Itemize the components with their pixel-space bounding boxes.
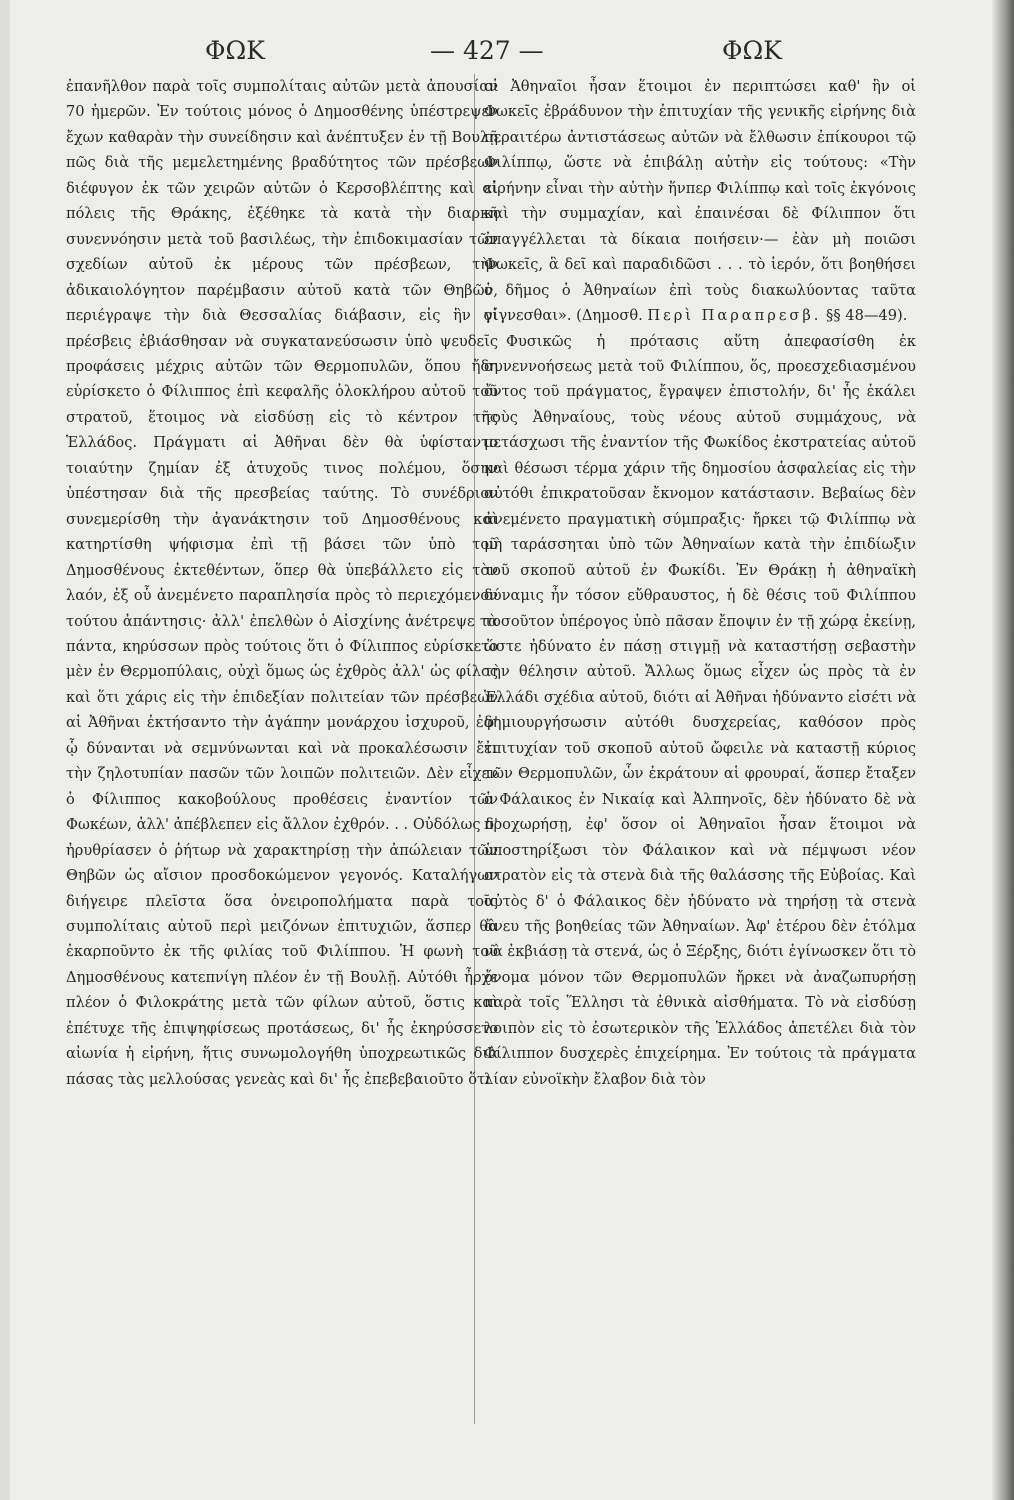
book-spine-shadow: [992, 0, 1014, 1500]
right-column: [484, 74, 916, 1092]
quote-text: οἱ Ἀθηναῖοι ἦσαν ἕτοιμοι ἐν περιπτώσει καθ' ἣν οἱ Φωκεῖς ἐβράδυνον τὴν ἐπιτυχίαν τῆς γενικῆς εἰρήνης διὰ περαιτέρω ἀντιστάσεως αὐτῶν νὰ ἔλθωσιν ἐπίκουροι τῷ Φιλίππῳ, ὥστε νὰ ἐπιβάλῃ αὐτὴν εἰς τούτους: «Τὴν εἰρήνην εἶναι τὴν αὐτὴν ἥνπερ Φιλίππῳ καὶ τοῖς ἐκγόνοις καὶ τὴν συμμαχίαν, καὶ ἐπαινέσαι δὲ Φίλιππον ὅτι ἐπαγγέλλεται τὰ δίκαια ποιήσειν·— ἐὰν μὴ ποιῶσι Φωκεῖς, ἃ δεῖ καὶ παραδιδῶσι . . . τὸ ἱερόν, ὅτι βοηθήσει ὁ δῆμος ὁ Ἀθηναίων ἐπὶ τοὺς διακωλύοντας ταῦτα γίγνεσθαι». (Δημοσθ.: [484, 78, 916, 325]
header-left-keyword: ΦΩΚ: [205, 36, 265, 65]
page-number: — 427 —: [430, 36, 544, 65]
right-paragraph-1: [484, 74, 916, 329]
reference-sections: §§ 48—49).: [821, 307, 908, 325]
spaced-reference: Περὶ Παραπρεσβ.: [647, 307, 822, 325]
right-paragraph-2: Φυσικῶς ἡ πρότασις αὕτη ἀπεφασίσθη ἐκ συνεννοήσεως μετὰ τοῦ Φιλίππου, ὅς, προεσχεδιασμένου ὄντος τοῦ πράγματος, ἔγραψεν ἐπιστολήν, δι' ἧς ἐκάλει τοὺς Ἀθηναίους, τοὺς νέους αὐτοῦ συμμάχους, νὰ μετάσχωσι τῆς ἐναντίον τῆς Φωκίδος ἐκστρατείας αὐτοῦ καὶ θέσωσι τέρμα χάριν τῆς δημοσίου ἀσφαλείας εἰς τὴν αὐτόθι ἐπικρατοῦσαν ἔκνομον κατάστασιν. Βεβαίως δὲν ἀνεμένετο πραγματικὴ σύμπραξις· ἤρκει τῷ Φιλίππῳ νὰ μὴ ταράσσηται ὑπὸ τῶν Ἀθηναίων κατὰ τὴν ἐπιδίωξιν τοῦ σκοποῦ αὐτοῦ ἐν Φωκίδι. Ἐν Θράκῃ ἡ ἀθηναϊκὴ δύναμις ἦν τόσον εὔθραυστος, ἡ δὲ θέσις τοῦ Φιλίππου τοσοῦτον ὑπέρογος ὑπὸ πᾶσαν ἔποψιν ἐν τῇ χώρᾳ ἐκείνῃ, ὥστε ἠδύνατο ἐν πάσῃ στιγμῇ νὰ καταστήσῃ σεβαστὴν τὴν θέλησιν αὐτοῦ. Ἄλλως ὅμως εἶχεν ὡς πρὸς τὰ ἐν Ἑλλάδι σχέδια αὐτοῦ, διότι αἱ Ἀθῆναι ἠδύναντο εἰσέτι νὰ δημιουργήσωσιν αὐτόθι δυσχερείας, καθόσον πρὸς ἐπιτυχίαν τοῦ σκοποῦ αὐτοῦ ὤφειλε νὰ καταστῇ κύριος τῶν Θερμοπυλῶν, ὧν ἐκράτουν αἱ φρουραί, ἅσπερ ἔταξεν ὁ Φάλαικος ἐν Νικαίᾳ καὶ Ἀλπηνοῖς, δὲν ἠδύνατο δὲ νὰ προχωρήσῃ, ἐφ' ὅσον οἱ Ἀθηναῖοι ἦσαν ἕτοιμοι νὰ ὑποστηρίξωσι τὸν Φάλαικον καὶ νὰ πέμψωσι νέον στρατὸν εἰς τὰ στενὰ διὰ τῆς θαλάσσης τῆς Εὐβοίας. Καὶ αὐτὸς δ' ὁ Φάλαικος δὲν ἠδύνατο νὰ τηρήσῃ τὰ στενὰ ἄνευ τῆς βοηθείας τῶν Ἀθηναίων. Ἀφ' ἑτέρου δὲν ἐτόλμα νὰ ἐκβιάσῃ τὰ στενά, ὡς ὁ Ξέρξης, διότι ἐγίνωσκεν ὅτι τὸ ὄνομα μόνον τῶν Θερμοπυλῶν ἤρκει νὰ ἀναζωπυρήσῃ παρὰ τοῖς Ἕλλησι τὰ ἐθνικὰ αἰσθήματα. Τὸ νὰ εἰσδύσῃ λοιπὸν εἰς τὸ ἐσωτερικὸν τῆς Ἑλλάδος ἀπετέλει διὰ τὸν Φίλιππον δυσχερὲς ἐπιχείρημα. Ἐν τούτοις τὰ πράγματα λίαν εὐνοϊκὴν ἔλαβον διὰ τὸν: [484, 332, 916, 1088]
running-header: [0, 36, 1014, 76]
left-column: [66, 74, 498, 1092]
left-paragraph: ἐπανῆλθον παρὰ τοῖς συμπολίταις αὐτῶν μετὰ ἀπουσίαν 70 ἡμερῶν. Ἐν τούτοις μόνος ὁ Δημοσθένης ὑπέστρεψεν ἔχων καθαρὰν τὴν συνείδησιν καὶ ἀνέπτυξεν ἐν τῇ Βουλῇ πῶς διὰ τῆς μεμελετημένης βραδύτητος τῶν πρέσβεων διέφυγον ἐκ τῶν χειρῶν αὐτῶν ὁ Κερσοβλέπτης καὶ αἱ πόλεις τῆς Θράκης, ἐξέθηκε τὰ κατὰ τὴν διαρκῆ συνεννόησιν μετὰ τοῦ βασιλέως, τὴν ἐπιδοκιμασίαν τῶν σχεδίων αὐτοῦ ἐκ μέρους τῶν πρέσβεων, τὴν ἀδικαιολόγητον παρέμβασιν αὐτοῦ κατὰ τῶν Θηβῶν, περιέγραψε τὴν διὰ Θεσσαλίας διάβασιν, εἰς ἣν οἱ πρέσβεις ἐβιάσθησαν νὰ συγκατανεύσωσιν ὑπὸ ψευδεῖς προφάσεις μέχρις αὐτῶν τῶν Θερμοπυλῶν, ὅπου ἤδη εὑρίσκετο ὁ Φίλιππος ἐπὶ κεφαλῆς ὁλοκλήρου αὐτοῦ τοῦ στρατοῦ, ἕτοιμος νὰ εἰσδύσῃ εἰς τὸ κέντρον τῆς Ἑλλάδος. Πράγματι αἱ Ἀθῆναι δὲν θὰ ὑφίσταντο τοιαύτην ζημίαν ἐξ ἀτυχοῦς τινος πολέμου, ὅσην ὑπέστησαν διὰ τῆς πρεσβείας ταύτης. Τὸ συνέδριον συνεμερίσθη τὴν ἀγανάκτησιν τοῦ Δημοσθένους καὶ κατηρτίσθη ψήφισμα ἐπὶ τῇ βάσει τῶν ὑπὸ τοῦ Δημοσθένους ἐκτεθέντων, ὅπερ θὰ ὑπεβάλλετο εἰς τὸν λαόν, ἐξ οὗ ἀνεμένετο παραπλησία πρὸς τὸ περιεχόμενον τούτου ἀπάντησις· ἀλλ' ἐπελθὼν ὁ Αἰσχίνης ἀνέτρεψε τὰ πάντα, κηρύσσων πρὸς τούτοις ὅτι ὁ Φίλιππος εὑρίσκετο μὲν ἐν Θερμοπύλαις, οὐχὶ ὅμως ὡς ἐχθρὸς ἀλλ' ὡς φίλος καὶ ὅτι χάρις εἰς τὴν ἐπιδεξίαν πολιτείαν τῶν πρέσβεων αἱ Ἀθῆναι ἐκτήσαντο τὴν ἀγάπην μονάρχου ἰσχυροῦ, ἐφ' ᾧ δύνανται νὰ σεμνύνωνται καὶ νὰ προκαλέσωσιν ἔτι τὴν ζηλοτυπίαν πασῶν τῶν λοιπῶν πολιτειῶν. Δὲν εἶχεν ὁ Φίλιππος κακοβούλους προθέσεις ἐναντίον τῶν Φωκέων, ἀλλ' ἀπέβλεπεν εἰς ἄλλον ἐχθρόν. . . Οὐδόλως δ' ἠρυθρίασεν ὁ ῥήτωρ νὰ χαρακτηρίσῃ τὴν ἀπώλειαν τῶν Θηβῶν ὡς αἴσιον προσδοκώμενον γεγονός. Καταλήγων διήγειρε πλεῖστα ὅσα ὀνειροπολήματα παρὰ τοῖς συμπολίταις αὐτοῦ περὶ μειζόνων ἐπιτυχιῶν, ἅσπερ θὰ ἐκαρποῦντο ἐκ τῆς φιλίας τοῦ Φιλίππου. Ἡ φωνὴ τοῦ Δημοσθένους κατεπνίγη πλέον ἐν τῇ Βουλῇ. Αὐτόθι ἦρχε πλέον ὁ Φιλοκράτης μετὰ τῶν φίλων αὐτοῦ, ὅστις καὶ ἐπέτυχε τῆς ἐπιψηφίσεως προτάσεως, δι' ἧς ἐκηρύσσετο αἰωνία ἡ εἰρήνη, ἥτις συνωμολογήθη ὑποχρεωτικῶς διὰ πάσας τὰς μελλούσας γενεὰς καὶ δι' ἧς ἐπεβεβαιοῦτο ὅτι: [66, 78, 498, 1088]
header-right-keyword: ΦΩΚ: [722, 36, 782, 65]
